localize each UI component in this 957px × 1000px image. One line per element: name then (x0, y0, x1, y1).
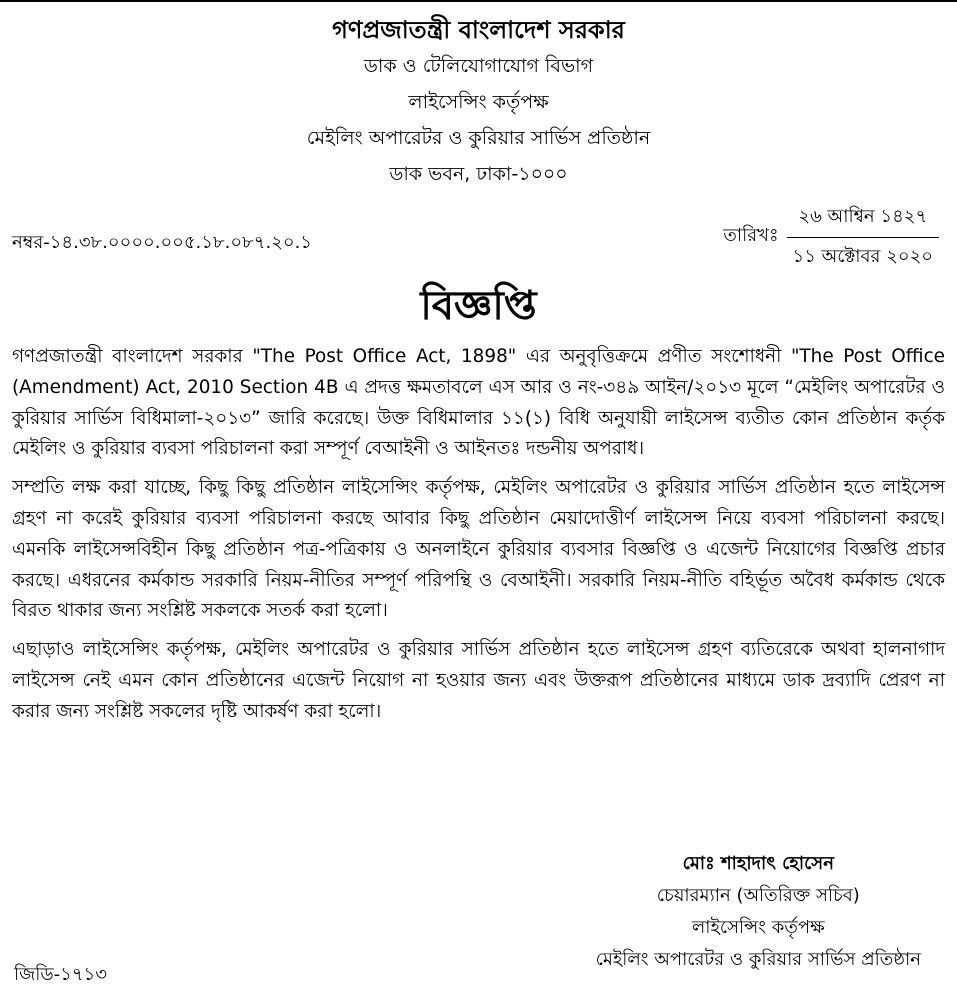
memo-number: নম্বর-১৪.৩৮.০০০০.০০৫.১৮.০৮৭.২০.১ (12, 232, 312, 253)
signatory-organization: মেইলিং অপারেটর ও কুরিয়ার সার্ভিস প্রতিষ্ঠান (595, 949, 921, 970)
letterhead (0, 12, 957, 192)
signatory-designation: চেয়ারম্যান (অতিরিক্ত সচিব) (656, 885, 860, 906)
notice-body (12, 342, 945, 736)
paragraph-3: এছাড়াও লাইসেন্সিং কর্তৃপক্ষ, মেইলিং অপারেটর ও কুরিয়ার সার্ভিস প্রতিষ্ঠান হতে লাইসেন্স গ্রহণ ব্যতিরেকে অথবা হালনাগাদ লাইসেন্স নেই এমন কোন প্রতিষ্ঠানের এজেন্ট নিয়োগ না হওয়ার জন্য এবং উক্তরূপ প্রতিষ্ঠানের মাধ্যমে ডাক দ্রব্যাদি প্রেরণ না করার জন্য সংশ্লিষ্ট সকলের দৃষ্টি আকর্ষণ করা হলো। (12, 639, 945, 722)
date-values (787, 200, 939, 273)
signatory-name: মোঃ শাহাদাৎ হোসেন (682, 853, 834, 874)
gregorian-date: ১১ অক্টোবর ২০২০ (792, 246, 933, 267)
date-block (723, 200, 939, 273)
notice-title: বিজ্ঞপ্তি (420, 283, 537, 329)
organization-name: মেইলিং অপারেটর ও কুরিয়ার সার্ভিস প্রতিষ্ঠান (306, 127, 651, 149)
division-name: ডাক ও টেলিযোগাযোগ বিভাগ (363, 55, 594, 77)
office-address: ডাক ভবন, ঢাকা-১০০০ (389, 163, 568, 185)
paragraph-1: গণপ্রজাতন্ত্রী বাংলাদেশ সরকার "The Post Office Act, 1898" এর অনুবৃত্তিক্রমে প্রণীত সংশোধনী "The Post Office (Amendment) Act, 2010 Section 4B এ প্রদত্ত ক্ষমতাবলে এস আর ও নং-৩৪৯ আইন/২০১৩ মূলে “মেইলিং অপারেটর ও কুরিয়ার সার্ভিস বিধিমালা-২০১৩” জারি করেছে। উক্ত বিধিমালার ১১(১) বিধি অনুযায়ী লাইসেন্স ব্যতীত কোন প্রতিষ্ঠান কর্তৃক মেইলিং ও কুরিয়ার ব্যবসা পরিচালনা করা সম্পূর্ণ বেআইনী ও আইনতঃ দন্ডনীয় অপরাধ। (12, 346, 945, 460)
government-name: গণপ্রজাতন্ত্রী বাংলাদেশ সরকার (332, 16, 625, 44)
signatory-authority: লাইসেন্সিং কর্তৃপক্ষ (691, 917, 825, 938)
signature-block (596, 848, 921, 976)
date-label: তারিখঃ (723, 225, 779, 246)
paragraph-2: সম্প্রতি লক্ষ করা যাচ্ছে, কিছু কিছু প্রতিষ্ঠান লাইসেন্সিং কর্তৃপক্ষ, মেইলিং অপারেটর ও কুরিয়ার সার্ভিস প্রতিষ্ঠান হতে লাইসেন্স গ্রহণ না করেই কুরিয়ার ব্যবসা পরিচালনা করছে আবার কিছু প্রতিষ্ঠান মেয়াদোত্তীর্ণ লাইসেন্স নিয়ে ব্যবসা পরিচালনা করছে। এমনকি লাইসেন্সবিহীন কিছু প্রতিষ্ঠান পত্র-পত্রিকায় ও অনলাইনে কুরিয়ার ব্যবসার বিজ্ঞপ্তি ও এজেন্ট নিয়োগের বিজ্ঞপ্তি প্রচার করছে। এধরনের কর্মকান্ড সরকারি নিয়ম-নীতির সম্পূর্ণ পরিপন্থি ও বেআইনী। সরকারি নিয়ম-নীতি বহির্ভূত অবৈধ কর্মকান্ড থেকে বিরত থাকার জন্য সংশ্লিষ্ট সকলকে সতর্ক করা হলো। (12, 477, 945, 622)
gd-number: জিডি-১৭১৩ (14, 964, 107, 985)
authority-name: লাইসেন্সিং কর্তৃপক্ষ (408, 91, 549, 113)
bangla-date: ২৬ আশ্বিন ১৪২৭ (787, 200, 939, 238)
